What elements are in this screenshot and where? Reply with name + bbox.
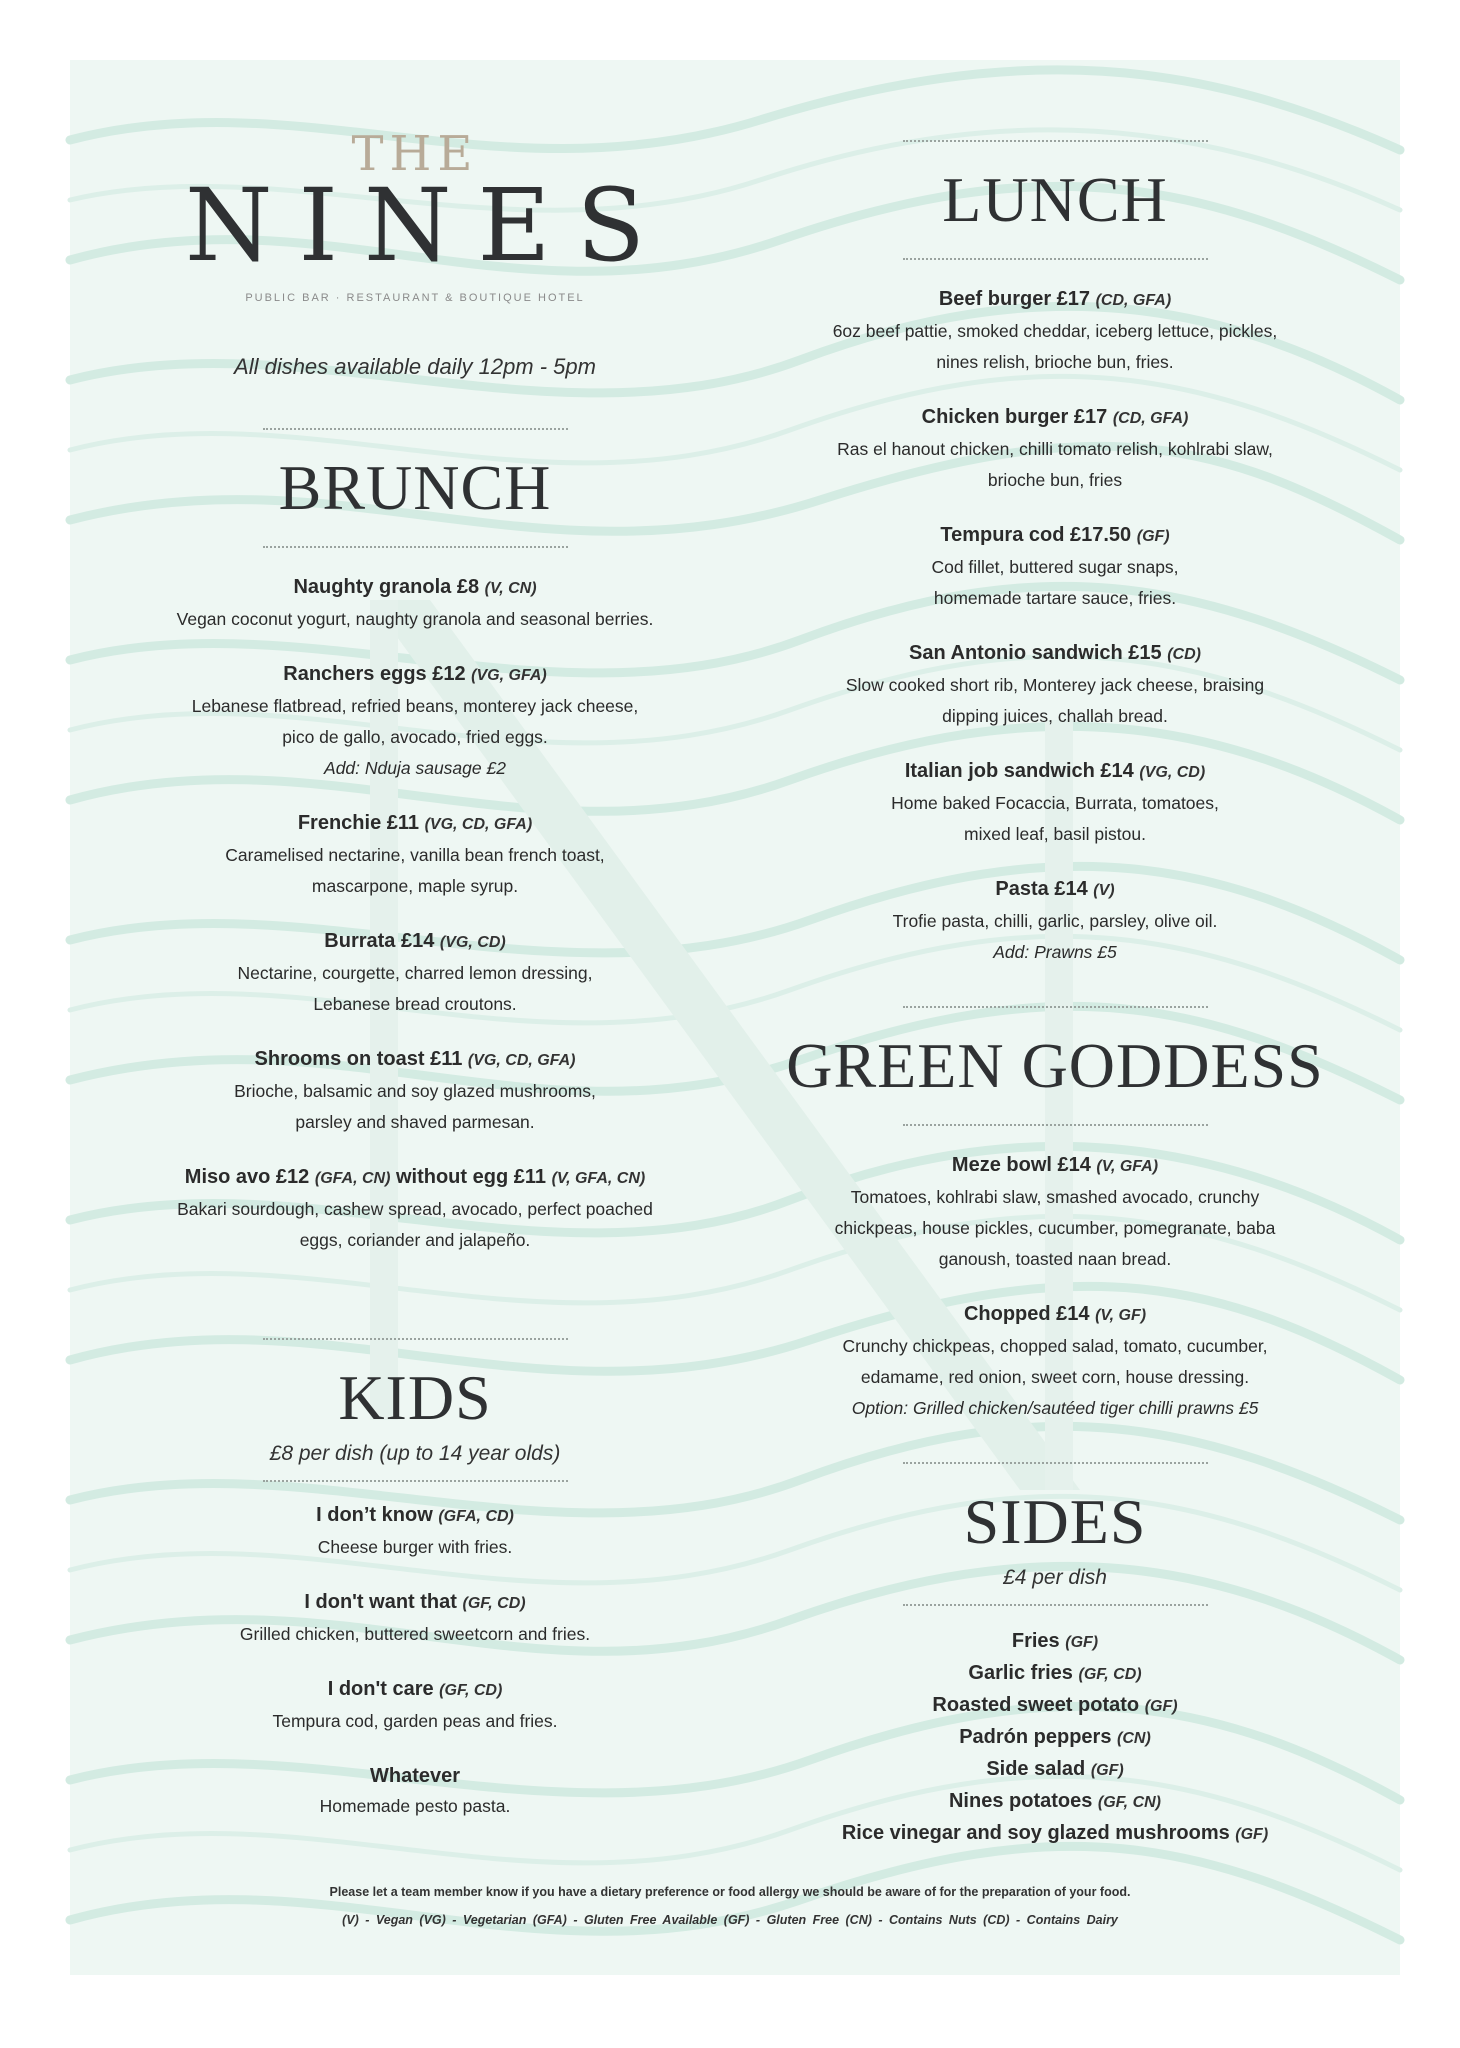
availability-note: All dishes available daily 12pm - 5pm	[234, 354, 596, 379]
side-item-tags: (GF)	[1235, 1826, 1269, 1843]
side-item	[770, 1754, 1340, 1786]
side-item	[770, 1786, 1340, 1818]
menu-item	[770, 402, 1340, 496]
item-name-line	[130, 572, 700, 604]
item-name-line	[770, 638, 1340, 670]
logo-nines: NINES	[184, 167, 671, 284]
menu-item	[130, 1162, 700, 1256]
item-description: Home baked Focaccia, Burrata, tomatoes,	[891, 793, 1219, 813]
item-name-line	[770, 1299, 1340, 1331]
side-item-tags: (GF, CN)	[1097, 1794, 1162, 1811]
item-description: Cod fillet, buttered sugar snaps,	[931, 557, 1179, 577]
item-description: Grilled chicken, buttered sweetcorn and fries.	[239, 1624, 591, 1644]
item-tags: (VG, CD, GFA)	[424, 816, 533, 833]
item-name: Frenchie £11	[297, 812, 420, 834]
menu-item	[770, 284, 1340, 378]
side-item-name: Garlic fries	[968, 1662, 1073, 1684]
item-description: Lebanese flatbread, refried beans, monterey jack cheese,	[191, 696, 639, 716]
item-tags: (GF, CD)	[439, 1682, 503, 1699]
item-addon: Option: Grilled chicken/sautéed tiger chilli prawns £5	[851, 1398, 1259, 1418]
item-name-alt: without egg £11	[395, 1166, 546, 1188]
footer	[130, 1885, 1330, 1927]
item-name: Miso avo £12	[184, 1166, 310, 1188]
item-description: Crunchy chickpeas, chopped salad, tomato, cucumber,	[842, 1336, 1268, 1356]
item-description: Bakari sourdough, cashew spread, avocado, perfect poached	[177, 1199, 653, 1219]
item-description: Tomatoes, kohlrabi slaw, smashed avocado, crunchy	[850, 1187, 1260, 1207]
menu-item	[130, 1674, 700, 1737]
item-description: Brioche, balsamic and soy glazed mushrooms,	[234, 1081, 596, 1101]
item-name-line	[130, 1500, 700, 1532]
kids-subtitle: £8 per dish (up to 14 year olds)	[269, 1442, 561, 1465]
item-name-line	[130, 1587, 700, 1619]
menu-item	[130, 926, 700, 1020]
item-tags: (VG, GFA)	[471, 667, 547, 684]
side-item	[770, 1626, 1340, 1658]
item-name-line	[130, 808, 700, 840]
item-tags: (VG, CD)	[439, 934, 506, 951]
kids-items	[130, 1500, 700, 1822]
item-description: edamame, red onion, sweet corn, house dressing.	[860, 1367, 1250, 1387]
right-column	[770, 120, 1340, 1850]
menu-item	[770, 520, 1340, 614]
lunch-items	[770, 284, 1340, 968]
item-description: Tempura cod, garden peas and fries.	[272, 1711, 558, 1731]
side-item-tags: (GF, CD)	[1078, 1666, 1142, 1683]
item-tags: (CD, GFA)	[1095, 292, 1172, 309]
logo	[130, 126, 700, 304]
menu-item	[130, 1761, 700, 1822]
item-tags: (V, GF)	[1095, 1307, 1147, 1324]
item-tags: (VG, CD, GFA)	[467, 1052, 576, 1069]
item-description: Cheese burger with fries.	[317, 1537, 513, 1557]
item-name-line	[130, 1761, 700, 1791]
item-description: Homemade pesto pasta.	[319, 1796, 511, 1816]
side-item	[770, 1722, 1340, 1754]
side-item-name: Rice vinegar and soy glazed mushrooms	[841, 1822, 1230, 1844]
section-title-lunch: LUNCH	[942, 164, 1168, 235]
item-name: Pasta £14	[995, 878, 1088, 900]
menu-item	[770, 1299, 1340, 1424]
dietary-key: (V) - Vegan (VG) - Vegetarian (GFA) - Gluten Free Available (GF) - Gluten Free (CN) - Contains Nuts (CD) - Contains Dairy	[342, 1913, 1118, 1927]
item-addon: Add: Prawns £5	[993, 942, 1117, 962]
item-addon: Add: Nduja sausage £2	[324, 758, 506, 778]
brunch-items	[130, 572, 700, 1256]
item-description: pico de gallo, avocado, fried eggs.	[282, 727, 548, 747]
logo-the: THE	[351, 126, 479, 182]
item-description: 6oz beef pattie, smoked cheddar, iceberg lettuce, pickles,	[832, 321, 1278, 341]
divider	[263, 428, 568, 430]
left-column	[130, 120, 700, 1822]
item-name: Beef burger £17	[938, 288, 1091, 310]
item-name: Chicken burger £17	[921, 406, 1108, 428]
item-description: Nectarine, courgette, charred lemon dressing,	[237, 963, 593, 983]
item-name: Ranchers eggs £12	[283, 663, 466, 685]
side-item-name: Fries	[1011, 1630, 1060, 1652]
menu-item	[770, 756, 1340, 850]
item-name: Burrata £14	[324, 930, 435, 952]
divider	[263, 1480, 568, 1482]
item-name: Naughty granola £8	[293, 576, 480, 598]
divider	[903, 1124, 1208, 1126]
item-description: brioche bun, fries	[987, 470, 1123, 490]
sides-items	[770, 1626, 1340, 1850]
item-tags: (CD)	[1167, 646, 1201, 663]
sides-subtitle: £4 per dish	[1003, 1566, 1107, 1589]
item-name: I don't care	[327, 1678, 434, 1700]
menu-item	[770, 874, 1340, 968]
side-item-name: Roasted sweet potato	[932, 1694, 1140, 1716]
menu-item	[130, 1044, 700, 1138]
divider	[903, 1462, 1208, 1464]
item-name-line	[770, 1150, 1340, 1182]
section-title-sides: SIDES	[963, 1486, 1147, 1557]
item-name-line	[130, 659, 700, 691]
item-name-line	[130, 1162, 700, 1194]
divider	[263, 546, 568, 548]
item-description: ganoush, toasted naan bread.	[938, 1249, 1172, 1269]
item-name: I don't want that	[304, 1591, 457, 1613]
item-description: parsley and shaved parmesan.	[295, 1112, 535, 1132]
item-tags: (GF)	[1136, 528, 1170, 545]
side-item	[770, 1658, 1340, 1690]
menu-item	[130, 1500, 700, 1563]
menu-item	[130, 659, 700, 784]
side-item-tags: (CN)	[1117, 1730, 1151, 1747]
item-name-line	[770, 402, 1340, 434]
menu-item	[130, 1587, 700, 1650]
item-name-line	[770, 284, 1340, 316]
side-item-tags: (GF)	[1090, 1762, 1124, 1779]
item-tags: (CD, GFA)	[1112, 410, 1189, 427]
item-name-line	[770, 520, 1340, 552]
item-description: mascarpone, maple syrup.	[311, 876, 519, 896]
side-item-name: Nines potatoes	[948, 1790, 1093, 1812]
side-item-tags: (GF)	[1065, 1634, 1099, 1651]
menu-item	[130, 808, 700, 902]
item-description: eggs, coriander and jalapeño.	[299, 1230, 531, 1250]
item-name: Tempura cod £17.50	[940, 524, 1132, 546]
item-description: Ras el hanout chicken, chilli tomato relish, kohlrabi slaw,	[837, 439, 1273, 459]
side-item-name: Side salad	[986, 1758, 1086, 1780]
side-item-tags: (GF)	[1144, 1698, 1178, 1715]
logo-tagline: PUBLIC BAR · RESTAURANT & BOUTIQUE HOTEL	[245, 292, 585, 304]
item-description: Caramelised nectarine, vanilla bean french toast,	[225, 845, 605, 865]
item-name-line	[130, 1674, 700, 1706]
green-goddess-items	[770, 1150, 1340, 1424]
item-name-line	[770, 756, 1340, 788]
item-description: Slow cooked short rib, Monterey jack cheese, braising	[845, 675, 1265, 695]
section-title-green-goddess: GREEN GODDESS	[786, 1030, 1324, 1101]
item-tags: (V)	[1093, 882, 1115, 899]
item-tags: (VG, CD)	[1139, 764, 1206, 781]
item-description: chickpeas, house pickles, cucumber, pomegranate, baba	[834, 1218, 1276, 1238]
item-description: Vegan coconut yogurt, naughty granola and seasonal berries.	[176, 609, 654, 629]
divider	[263, 1338, 568, 1340]
allergy-note: Please let a team member know if you have a dietary preference or food allergy we should be aware of for the preparation of your food.	[329, 1885, 1131, 1899]
menu-item	[770, 638, 1340, 732]
menu-item	[770, 1150, 1340, 1275]
item-name: Italian job sandwich £14	[904, 760, 1134, 782]
side-item-name: Padrón peppers	[959, 1726, 1112, 1748]
item-tags: (V, CN)	[484, 580, 537, 597]
item-tags: (GF, CD)	[462, 1595, 526, 1612]
section-title-kids: KIDS	[338, 1362, 492, 1433]
item-description: dipping juices, challah bread.	[942, 706, 1168, 726]
side-item	[770, 1690, 1340, 1722]
item-tags: (GFA, CN)	[314, 1170, 391, 1187]
section-title-brunch: BRUNCH	[278, 452, 552, 523]
item-description: Lebanese bread croutons.	[313, 994, 517, 1014]
item-description: nines relish, brioche bun, fries.	[936, 352, 1174, 372]
item-description: Trofie pasta, chilli, garlic, parsley, olive oil.	[892, 911, 1218, 931]
item-tags: (GFA, CD)	[438, 1508, 514, 1525]
item-tags-alt: (V, GFA, CN)	[551, 1170, 646, 1187]
divider	[903, 1604, 1208, 1606]
side-item	[770, 1818, 1340, 1850]
item-name: Shrooms on toast £11	[254, 1048, 463, 1070]
item-name: San Antonio sandwich £15	[909, 642, 1162, 664]
item-description: homemade tartare sauce, fries.	[933, 588, 1177, 608]
item-name: Whatever	[369, 1765, 461, 1787]
item-name: Chopped £14	[963, 1303, 1090, 1325]
item-tags: (V, GFA)	[1096, 1158, 1159, 1175]
item-description: mixed leaf, basil pistou.	[964, 824, 1146, 844]
item-name: Meze bowl £14	[951, 1154, 1091, 1176]
item-name-line	[130, 1044, 700, 1076]
divider	[903, 1006, 1208, 1008]
divider	[903, 258, 1208, 260]
item-name-line	[130, 926, 700, 958]
divider	[903, 140, 1208, 142]
item-name-line	[770, 874, 1340, 906]
item-name: I don’t know	[316, 1504, 433, 1526]
menu-item	[130, 572, 700, 635]
